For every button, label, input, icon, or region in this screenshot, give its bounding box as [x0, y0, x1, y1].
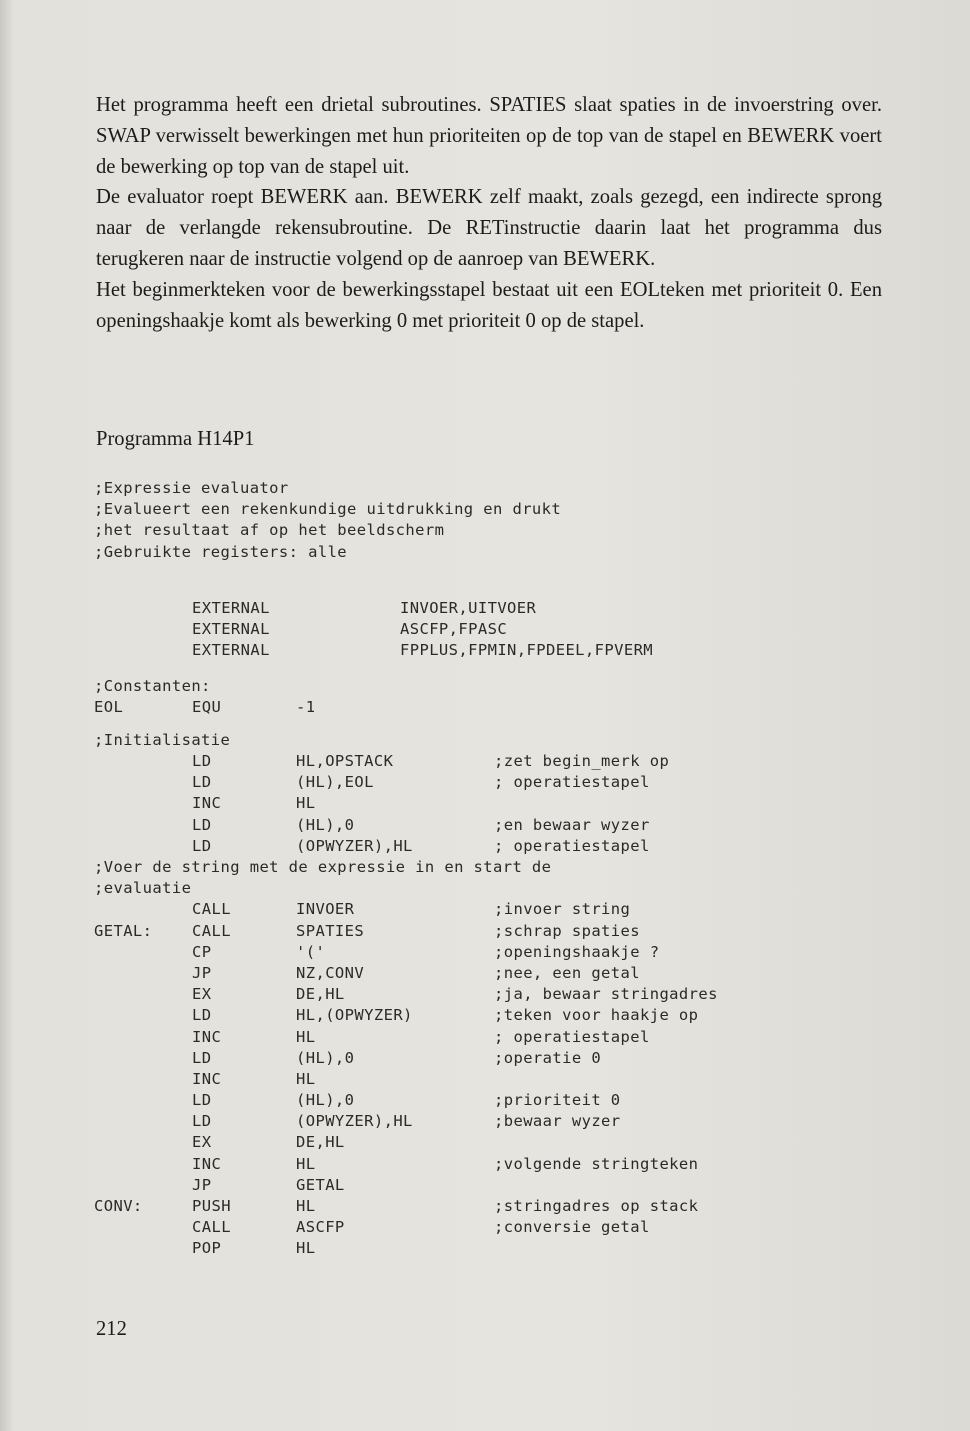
operand: HL,(OPWYZER) [296, 1006, 413, 1025]
mnemonic: EQU [192, 697, 222, 716]
mnemonic: POP [192, 1239, 222, 1258]
operand: '(' [296, 942, 326, 961]
inline-comment: ; operatiestapel [494, 773, 650, 792]
mnemonic: CP [192, 942, 212, 961]
inline-comment: ;conversie getal [494, 1218, 650, 1237]
page-number: 212 [96, 1318, 127, 1340]
mnemonic: INC [192, 1154, 222, 1173]
operand: HL [296, 1197, 316, 1215]
paragraph: Het programma heeft een drietal subroutines. SPATIES slaat spaties in de invoerstring over. SWAP verwisselt bewerkingen met hun prioriteiten op de top van de stapel en BEWERK voert de bewerking op top van de stapel uit. [96, 94, 882, 178]
mnemonic: PUSH [192, 1197, 231, 1215]
operand: HL [296, 1027, 316, 1046]
comment-text: ;Voer de string met de expressie in en start de [94, 858, 552, 876]
comment-text: ;Gebruikte registers: alle [94, 542, 348, 561]
mnemonic: LD [192, 1048, 212, 1067]
mnemonic: LD [192, 773, 212, 792]
body-text [96, 90, 882, 336]
operand: GETAL [296, 1175, 345, 1194]
operand: INVOER,UITVOER [400, 598, 537, 617]
inline-comment: ; operatiestapel [494, 1027, 650, 1046]
inline-comment: ;zet begin_merk op [494, 752, 670, 771]
operand: DE,HL [296, 985, 345, 1004]
comment-text: ;Constanten: [94, 676, 211, 695]
mnemonic: JP [192, 1175, 212, 1194]
operand: SPATIES [296, 921, 365, 940]
inline-comment: ;ja, bewaar stringadres [494, 985, 718, 1004]
operand: DE,HL [296, 1133, 345, 1152]
mnemonic: EXTERNAL [192, 620, 270, 639]
comment-text: ;Expressie evaluator [94, 479, 289, 497]
operand: (HL),EOL [296, 773, 374, 792]
inline-comment: ;schrap spaties [494, 921, 640, 940]
label: CONV: [94, 1197, 143, 1215]
mnemonic: CALL [192, 921, 231, 940]
inline-comment: ;teken voor haakje op [494, 1006, 699, 1025]
mnemonic: EX [192, 1133, 212, 1152]
inline-comment: ;stringadres op stack [494, 1197, 699, 1215]
mnemonic: EX [192, 985, 212, 1004]
comment-text: ;het resultaat af op het beeldscherm [94, 521, 445, 540]
program-title: Programma H14P1 [96, 428, 255, 450]
paragraph: De evaluator roept BEWERK aan. BEWERK zelf maakt, zoals gezegd, een indirecte sprong naar de verlangde rekensubroutine. De RETinstructie daarin laat het programma dus terugkeren naar de instructie volgend op de aanroep van BEWERK. [96, 186, 882, 270]
mnemonic: INC [192, 1027, 222, 1046]
operand: ASCFP,FPASC [400, 620, 508, 639]
comment-text: ;evaluatie [94, 879, 192, 898]
inline-comment: ;volgende stringteken [494, 1154, 699, 1173]
mnemonic: CALL [192, 900, 231, 919]
operand: INVOER [296, 900, 355, 919]
operand: (HL),0 [296, 815, 355, 834]
mnemonic: INC [192, 794, 222, 813]
mnemonic: LD [192, 1006, 212, 1025]
operand: (HL),0 [296, 1091, 355, 1110]
inline-comment: ;en bewaar wyzer [494, 815, 650, 834]
operand: ASCFP [296, 1218, 345, 1237]
inline-comment: ;operatie 0 [494, 1048, 602, 1067]
operand: HL [296, 1239, 316, 1258]
operand: HL,OPSTACK [296, 752, 394, 771]
mnemonic: LD [192, 836, 212, 855]
operand: NZ,CONV [296, 963, 365, 982]
mnemonic: LD [192, 752, 212, 771]
mnemonic: JP [192, 963, 212, 982]
operand: -1 [296, 697, 316, 716]
inline-comment: ;nee, een getal [494, 963, 640, 982]
operand: HL [296, 794, 316, 813]
mnemonic: INC [192, 1069, 222, 1088]
operand: HL [296, 1154, 316, 1173]
label: EOL [94, 697, 124, 716]
comment-text: ;Initialisatie [94, 730, 231, 749]
inline-comment: ;invoer string [494, 900, 631, 919]
inline-comment: ;openingshaakje ? [494, 942, 660, 961]
mnemonic: EXTERNAL [192, 598, 270, 617]
paragraph: Het beginmerkteken voor de bewerkingsstapel bestaat uit een EOLteken met prioriteit 0. Een openingshaakje komt als bewerking 0 met prioriteit 0 op de stapel. [96, 278, 882, 332]
mnemonic: LD [192, 815, 212, 834]
label: GETAL: [94, 921, 153, 940]
inline-comment: ;bewaar wyzer [494, 1112, 621, 1131]
operand: (OPWYZER),HL [296, 836, 413, 855]
mnemonic: CALL [192, 1218, 231, 1237]
mnemonic: LD [192, 1091, 212, 1110]
operand: (OPWYZER),HL [296, 1112, 413, 1131]
mnemonic: EXTERNAL [192, 641, 270, 660]
operand: FPPLUS,FPMIN,FPDEEL,FPVERM [400, 641, 654, 660]
inline-comment: ; operatiestapel [494, 836, 650, 855]
operand: HL [296, 1069, 316, 1088]
operand: (HL),0 [296, 1048, 355, 1067]
comment-text: ;Evalueert een rekenkundige uitdrukking en drukt [94, 500, 562, 519]
mnemonic: LD [192, 1112, 212, 1131]
inline-comment: ;prioriteit 0 [494, 1091, 621, 1110]
